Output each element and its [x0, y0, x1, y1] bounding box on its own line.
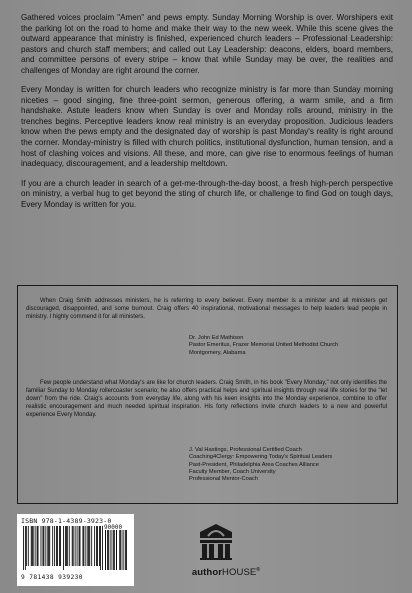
barcode-bar [96, 526, 97, 566]
ean-barcode-bars [23, 526, 129, 570]
price-barcode-bar [123, 530, 124, 570]
price-barcode-bar [113, 530, 114, 570]
barcode-bar [63, 526, 64, 570]
isbn-label: ISBN 978-1-4389-3923-0 [21, 517, 112, 525]
barcode-bar [32, 526, 33, 566]
barcode-bar [57, 526, 58, 566]
barcode-bar [54, 526, 55, 566]
barcode-bar [102, 526, 103, 570]
barcode-bar [56, 526, 57, 566]
intro-paragraph-2: Every Monday is written for church leaders who recognize ministry is far more than Sunday morning niceties – good singing, fine three-point sermon, generous offering, a warm smile, and a firm handshake. Astute leaders know when Sunday is over and Monday rolls around, ministry in the trenches begins. Perceptive leaders know real ministry is an everyday proposition. Judicious leaders know when the pews empty and the designated day of worship is past Monday's reality is right around the corner. Monday-ministry is filled with church politics, institutional dysfunction, human tension, and a host of clashing voices and visions. All these, and more, can give rise to enormous feelings of human inadequacy, discouragement, and a leadership meltdown. [21, 85, 393, 169]
endorsement-1-text: When Craig Smith addresses ministers, he is referring to every believer. Every member is a minister and all ministers get discouraged, disappointed, and some burnout. Craig offers 40 inspirational, motivational messages to help leaders lead people in ministry. I highly commend it for all ministers. [26, 298, 387, 320]
price-barcode-bar [107, 530, 108, 570]
barcode-bar [91, 526, 92, 566]
barcode-bar [65, 526, 66, 566]
price-barcode-bar [114, 530, 115, 570]
barcode-bar [77, 526, 78, 566]
price-barcode-bar [125, 530, 126, 570]
barcode-bar [48, 526, 49, 566]
authorhouse-building-icon [198, 523, 234, 560]
barcode-bar [23, 526, 24, 570]
barcode-bar [52, 526, 53, 566]
barcode-bar [60, 526, 61, 566]
barcode-bar [38, 526, 39, 566]
barcode-bar [28, 526, 29, 566]
barcode-bar [47, 526, 48, 566]
barcode-bar [59, 526, 60, 566]
barcode-bar [69, 526, 70, 566]
barcode-bar [25, 526, 26, 570]
barcode-bar [75, 526, 76, 566]
price-barcode-bar [108, 530, 109, 570]
barcode-bar [79, 526, 80, 566]
barcode-bar [99, 526, 100, 566]
price-barcode-bar [116, 530, 117, 570]
publisher-logo [186, 523, 266, 587]
barcode-bar [89, 526, 90, 566]
price-barcode-bar [105, 530, 106, 570]
barcode-bar [87, 526, 88, 566]
isbn-barcode [17, 514, 134, 586]
barcode-bar [72, 526, 73, 566]
barcode-bar [35, 526, 36, 566]
barcode-bar [83, 526, 84, 566]
price-barcode-bar [119, 530, 120, 570]
barcode-bar [88, 526, 89, 566]
endorsement-2-attribution: J. Val Hastings, Professional Certified Coach Coaching4Clergy: Empowering Today's Spiritual Leaders Past-President, Philadelphia Area Coaches Alliance Faculty Member, Coach University Professional Mentor-Coach [189, 447, 333, 483]
barcode-bar [37, 526, 38, 566]
barcode-bar [43, 526, 44, 566]
barcode-bar [66, 526, 67, 566]
barcode-bar [67, 526, 68, 566]
price-barcode-bar [111, 530, 112, 570]
barcode-bar [97, 526, 98, 566]
barcode-bar [73, 526, 74, 566]
barcode-bar [33, 526, 34, 566]
barcode-bar [94, 526, 95, 566]
barcode-bar [45, 526, 46, 566]
intro-paragraph-1: Gathered voices proclaim "Amen" and pews empty. Sunday Morning Worship is over. Worshipers exit the parking lot on the road to home and make their way to the new week. While this scene gives the outward appearance that ministry is finished, experienced church leaders – Professional Leadership: pastors and church staff members; and called out Lay Leadership: deacons, elders, board members, and committee persons of every stripe – know that while Sunday may be over, the realities and challenges of Monday are right around the corner. [21, 13, 393, 75]
endorsement-2-text: Few people understand what Monday's are like for church leaders. Craig Smith, in his book "Every Monday," not only identifies the familiar Sunday to Monday rollercoaster scenario; he also offers practical helps and spiritual insights through real life stories for the "let down" from the ride. Craig's accounts from everyday life, along with his keen insights into the Monday experience, combine to offer realistic encouragement and much needed spiritual inspiration. His forty reflections invite church leaders to a new and powerful experience Every Monday. [26, 380, 387, 418]
ean-digits: 9 781438 939230 [21, 574, 83, 581]
barcode-bar [83, 526, 84, 566]
barcode-bar [85, 526, 86, 566]
cover-description [21, 13, 393, 219]
price-barcode-bar [126, 530, 127, 570]
barcode-bar [41, 526, 42, 566]
price-code: 90000 [104, 524, 123, 531]
intro-paragraph-3: If you are a church leader in search of a get-me-through-the-day boost, a fresh high-perch perspective on ministry, a verbal hug to get beyond the sting of church life, or challenge to find God on tough days, Every Monday is written for you. [21, 178, 393, 209]
barcode-bar [43, 526, 44, 566]
barcode-bar [80, 526, 81, 566]
publisher-name: authorHOUSE® [191, 567, 261, 579]
barcode-bar [26, 526, 27, 566]
price-barcode-bar [120, 530, 121, 570]
barcode-bar [31, 526, 32, 566]
barcode-bar [100, 526, 101, 570]
barcode-bar [49, 526, 50, 566]
endorsement-1-attribution: Dr. John Ed Mathison Pastor Emeritus, Frazer Memorial United Methodist Church Montgomery, Alabama [189, 335, 339, 356]
